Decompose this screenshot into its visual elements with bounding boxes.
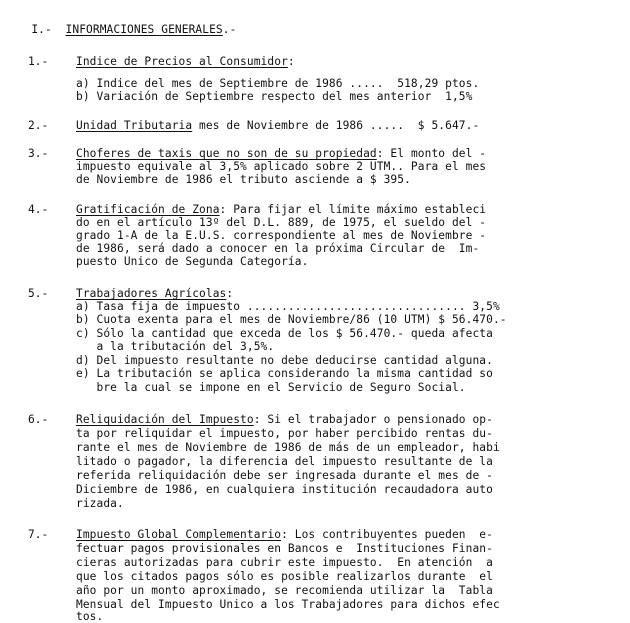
body-line: de Noviembre de 1986 el tributo asciende a $ 395. — [76, 173, 411, 186]
body-line: a) Indice del mes de Septiembre de 1986 ..... 518,29 ptos. — [76, 77, 480, 90]
section-heading-line — [76, 203, 486, 216]
body-line: cieras autorizadas para cubrir este impuesto. En atención a — [76, 556, 493, 569]
body-line: Mensual del Impuesto Unico a los Trabajadores para dichos efec — [76, 598, 500, 611]
header-title: INFORMACIONES GENERALES — [65, 23, 223, 36]
body-line: año por un monto aproximado, se recomienda utilizar la Tabla — [76, 584, 493, 597]
body-line: fectuar pagos provisionales en Bancos e Instituciones Finan- — [76, 542, 493, 555]
body-line: puesto Unico de Segunda Categoría. — [76, 255, 309, 268]
body-line: que los citados pagos sólo es posible realizarlos durante el — [76, 570, 493, 583]
section-heading-line — [76, 528, 493, 541]
section-heading: Impuesto Global Complementario — [76, 528, 282, 541]
body-line: litado o pagador, la diferencia del impuesto resultante de la — [76, 455, 493, 468]
body-line: c) Sólo la cantidad que exceda de los $ 56.470.- queda afecta — [76, 327, 493, 340]
body-line: b) Variación de Septiembre respecto del mes anterior 1,5% — [76, 90, 473, 103]
body-line: grado 1-A de la E.U.S. correspondiente al mes de Noviembre - — [76, 229, 487, 242]
section-number: 7.- — [28, 528, 49, 541]
section-heading-line — [76, 413, 493, 426]
section-header — [4, 10, 236, 49]
body-line: a la tributación del 3,5%. — [76, 340, 275, 353]
body-line: impuesto equivale al 3,5% aplicado sobre 2 UTM.. Para el mes — [76, 160, 487, 173]
body-line: referida reliquidación debe ser ingresada durante el mes de - — [76, 469, 493, 482]
section-heading: Choferes de taxis que no son de su propiedad — [76, 147, 377, 160]
section-number: 5.- — [28, 287, 49, 300]
section-heading-suffix: : Los contribuyentes pueden e- — [281, 528, 493, 541]
section-heading-suffix: : Si el trabajador o pensionado op- — [253, 413, 493, 426]
body-line: rizada. — [76, 497, 124, 510]
section-heading: Indice de Precios al Consumidor — [76, 55, 288, 68]
section-heading-suffix: : — [287, 55, 295, 68]
section-heading-suffix: : Para fijar el límite máximo estableci — [219, 203, 487, 216]
section-heading-suffix: : El monto del - — [376, 147, 487, 160]
body-line: ta por reliquidar el impuesto, por haber percibido rentas du- — [76, 427, 493, 440]
body-line: tos. — [76, 610, 104, 623]
body-line: rante el mes de Noviembre de 1986 de más de un empleador, habi — [76, 441, 500, 454]
body-line: b) Cuota exenta para el mes de Noviembre/86 (10 UTM) $ 56.470.- — [76, 313, 507, 326]
section-heading: Reliquidación del Impuesto — [76, 413, 254, 426]
roman-numeral: I.- — [31, 23, 52, 36]
section-number: 6.- — [28, 413, 49, 426]
section-heading: Gratificación de Zona — [76, 203, 220, 216]
section-heading-line — [76, 55, 295, 68]
body-line: e) La tributación se aplica considerando la misma cantidad so — [76, 367, 493, 380]
header-title-suffix: .- — [222, 23, 237, 36]
section-number: 4.- — [28, 203, 49, 216]
body-line: a) Tasa fija de impuesto ................................ 3,5% — [76, 300, 500, 313]
body-line: bre la cual se impone en el Servicio de Seguro Social. — [76, 381, 466, 394]
body-line: do en el artículo 13º del D.L. 889, de 1975, el sueldo del - — [76, 216, 487, 229]
section-heading: Trabajadores Agrícolas — [76, 287, 227, 300]
body-line: Diciembre de 1986, en cualquiera institución recaudadora auto — [76, 483, 493, 496]
section-heading: Unidad Tributaria — [76, 119, 193, 132]
section-number: 1.- — [28, 55, 49, 68]
section-heading-line — [76, 147, 486, 160]
body-line: d) Del impuesto resultante no debe deducirse cantidad alguna. — [76, 354, 493, 367]
section-number: 3.- — [28, 147, 49, 160]
section-number: 2.- — [28, 119, 49, 132]
body-line: de 1986, será dado a conocer en la próxima Circular de Im- — [76, 242, 480, 255]
section-heading-suffix: : — [226, 287, 234, 300]
section-heading-line — [76, 287, 233, 300]
section-heading-suffix: mes de Noviembre de 1986 ..... $ 5.647.- — [192, 119, 480, 132]
section-heading-line — [76, 119, 479, 132]
